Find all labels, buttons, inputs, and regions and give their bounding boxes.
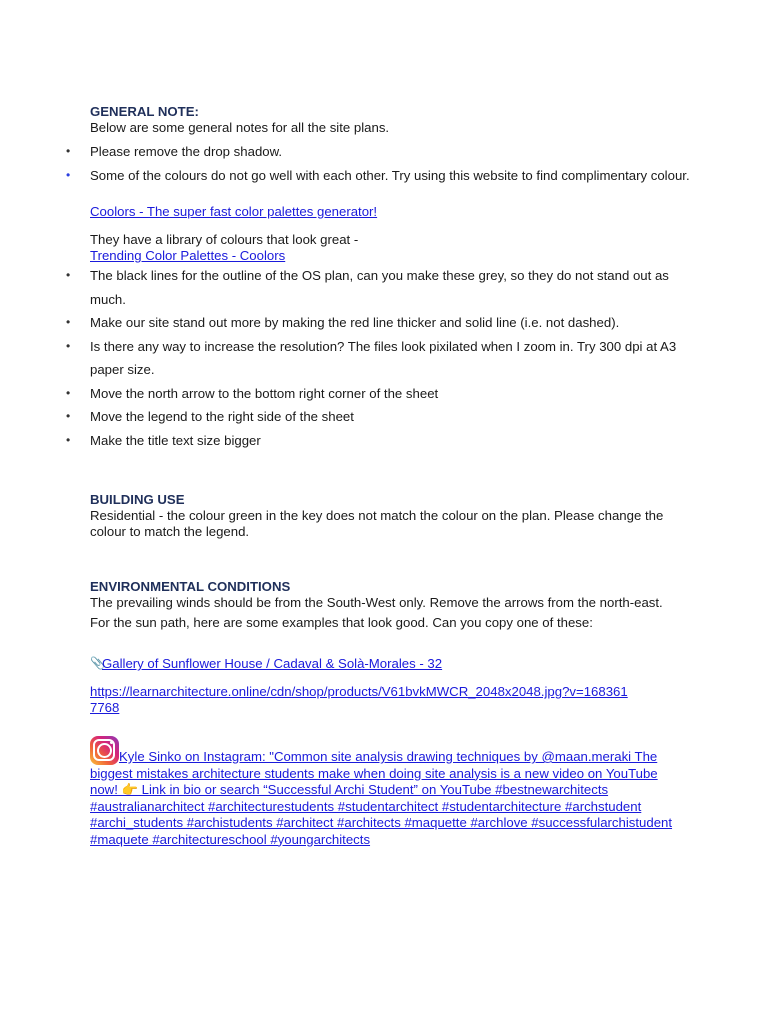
general-intro: Below are some general notes for all the site plans.	[90, 120, 390, 135]
general-bullet-list	[90, 140, 690, 187]
list-item: • Is there any way to increase the resolution? The files look pixilated when I zoom in. Try 300 dpi at A3 paper size.	[90, 335, 690, 382]
general-note-heading: GENERAL NOTE:	[90, 104, 199, 119]
list-item: • The black lines for the outline of the OS plan, can you make these grey, so they do not stand out as much.	[90, 264, 690, 311]
building-use-text: Residential - the colour green in the key does not match the colour on the plan. Please change the colour to match the legend.	[90, 508, 664, 539]
learnarchitecture-link[interactable]: https://learnarchitecture.online/cdn/shop/products/V61bvkMWCR_2048x2048.jpg?v=1683617768	[90, 684, 628, 715]
list-item: • Some of the colours do not go well with each other. Try using this website to find complimentary colour.	[90, 164, 690, 188]
trending-palettes-link[interactable]: Trending Color Palettes - Coolors	[90, 248, 286, 263]
list-item: • Make our site stand out more by making the red line thicker and solid line (i.e. not dashed).	[90, 311, 690, 335]
gallery-link[interactable]: Gallery of Sunflower House / Cadaval & Solà-Morales - 32	[102, 656, 443, 671]
instagram-icon	[90, 736, 119, 765]
environmental-text-2: For the sun path, here are some examples that look good. Can you copy one of these:	[90, 615, 593, 630]
list-item: • Please remove the drop shadow.	[90, 140, 690, 164]
coolors-link[interactable]: Coolors - The super fast color palettes generator!	[90, 204, 378, 219]
list-item: • Move the north arrow to the bottom right corner of the sheet	[90, 382, 690, 406]
list-item: • Move the legend to the right side of the sheet	[90, 405, 690, 429]
list-item: • Make the title text size bigger	[90, 429, 690, 453]
general-bullet-list-more	[90, 264, 690, 452]
paperclip-icon: 📎	[90, 656, 105, 670]
document-page	[90, 104, 690, 848]
environmental-heading: ENVIRONMENTAL CONDITIONS	[90, 579, 291, 594]
library-text: They have a library of colours that look great -	[90, 232, 359, 247]
environmental-text-1: The prevailing winds should be from the South-West only. Remove the arrows from the north-east.	[90, 595, 663, 610]
building-use-heading: BUILDING USE	[90, 492, 185, 507]
instagram-post-link[interactable]: Kyle Sinko on Instagram: "Common site analysis drawing techniques by @maan.meraki The biggest mistakes architecture students make when doing site analysis is a new video on YouTube now! 👉 Link in bio or search “Successful Archi Student” on YouTube #bestnewarchitects #australianarchitect #architecturestudents #studentarchitect #studentarchitecture #archstudent #archi_students #archistudents #architect #architects #maquette #archlove #successfularchistudent #maquete #architectureschool #youngarchitects	[90, 749, 673, 847]
